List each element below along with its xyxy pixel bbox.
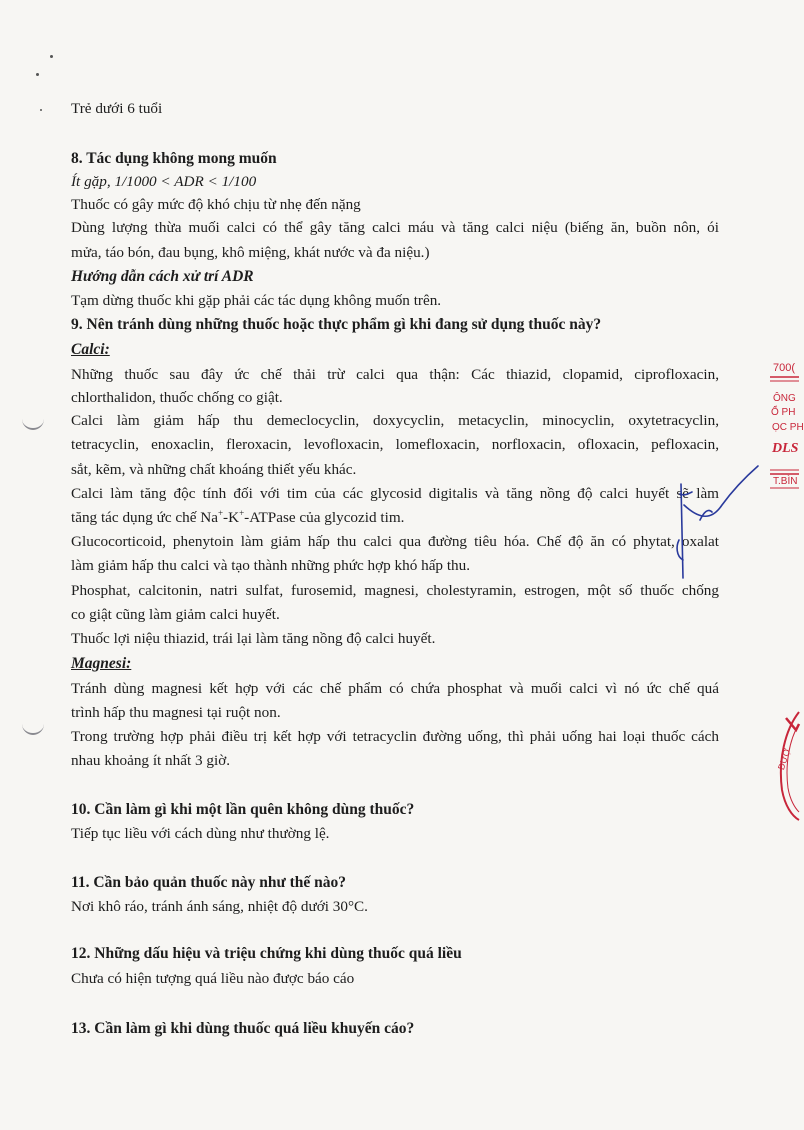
calci-subheading: Calci: xyxy=(71,341,110,358)
text-line: nhau khoảng ít nhất 3 giờ. xyxy=(71,752,231,769)
scan-speck xyxy=(40,109,42,111)
text-line: Glucocorticoid, phenytoin làm giảm hấp thu calci qua đường tiêu hóa. Chế độ ăn có phytat, oxalat xyxy=(71,533,719,550)
text-line: mửa, táo bón, đau bụng, khô miệng, khát nước và đa niệu.) xyxy=(71,244,430,261)
text-line: Chưa có hiện tượng quá liều nào được báo cáo xyxy=(71,970,355,987)
punch-hole-mark xyxy=(22,715,44,735)
section-8-heading: 8. Tác dụng không mong muốn xyxy=(71,150,277,167)
text-line: Tránh dùng magnesi kết hợp với các chế phẩm có chứa phosphat và muối calci vì nó ức chế quá xyxy=(71,680,719,697)
pen-signature xyxy=(677,466,758,578)
text-line: Trong trường hợp phải điều trị kết hợp với tetracyclin đường uống, thì phải uống hai loại thuốc cách xyxy=(71,728,719,745)
text-line: Calci làm giảm hấp thu demeclocyclin, doxycyclin, metacyclin, minocyclin, oxytetracyclin, xyxy=(71,412,719,429)
text-line: Trẻ dưới 6 tuổi xyxy=(71,100,163,117)
text-line: Thuốc lợi niệu thiazid, trái lại làm tăng nồng độ calci huyết. xyxy=(71,630,436,647)
punch-hole-mark xyxy=(22,410,44,430)
text-line: tăng tác dụng ức chế Na+-K+-ATPase của glycozid tim. xyxy=(71,508,405,526)
scan-speck xyxy=(50,55,53,58)
scan-speck xyxy=(36,73,39,76)
text-line: tetracyclin, enoxaclin, fleroxacin, levofloxacin, lomefloxacin, norfloxacin, ofloxacin, pefloxacin, xyxy=(71,436,719,453)
stamp-text: T.BÌN xyxy=(773,476,798,487)
text-line: Calci làm tăng độc tính đối với tim của các glycosid digitalis và tăng nồng độ calci huyết sẽ làm xyxy=(71,485,719,502)
stamp-text: Ổ PH xyxy=(771,407,796,418)
section-11-heading: 11. Cần bảo quản thuốc này như thế nào? xyxy=(71,874,347,891)
text-line: Thuốc có gây mức độ khó chịu từ nhẹ đến nặng xyxy=(71,196,361,213)
text-line: Tiếp tục liều với cách dùng như thường lệ. xyxy=(71,825,330,842)
section-10-heading: 10. Cần làm gì khi một lần quên không dùng thuốc? xyxy=(71,801,415,818)
text-line: Dùng lượng thừa muối calci có thể gây tăng calci máu và tăng calci niệu (biếng ăn, buồn nôn, ói xyxy=(71,219,719,236)
text-line: Nơi khô ráo, tránh ánh sáng, nhiệt độ dưới 30°C. xyxy=(71,898,368,915)
section-12-heading: 12. Những dấu hiệu và triệu chứng khi dùng thuốc quá liều xyxy=(71,945,462,962)
text-line: Phosphat, calcitonin, natri sulfat, furosemid, magnesi, cholestyramin, estrogen, một số thuốc chống xyxy=(71,582,719,599)
stamp-text: ÔNG xyxy=(773,393,796,404)
frequency-note: Ít gặp, 1/1000 < ADR < 1/100 xyxy=(71,173,257,190)
text-line: sắt, kẽm, và những chất khoáng thiết yếu khác. xyxy=(71,461,357,478)
stamp-text: DLS xyxy=(772,441,799,456)
magnesi-subheading: Magnesi: xyxy=(71,655,132,672)
text-line: Tạm dừng thuốc khi gặp phải các tác dụng không muốn trên. xyxy=(71,292,442,309)
text-line: Những thuốc sau đây ức chế thải trừ calci qua thận: Các thiazid, clopamid, ciprofloxacin, xyxy=(71,366,719,383)
adr-subheading: Hướng dẫn cách xử trí ADR xyxy=(71,268,254,285)
seal-text: ĐƯỢ xyxy=(776,747,793,772)
text-line: chlorthalidon, thuốc chống co giật. xyxy=(71,389,283,406)
text-line: trình hấp thu magnesi tại ruột non. xyxy=(71,704,281,721)
section-9-heading: 9. Nên tránh dùng những thuốc hoặc thực phẩm gì khi đang sử dụng thuốc này? xyxy=(71,316,602,333)
text-line: co giật cũng làm giảm calci huyết. xyxy=(71,606,280,623)
stamp-text: ỌC PH xyxy=(772,422,804,433)
section-13-heading: 13. Cần làm gì khi dùng thuốc quá liều khuyến cáo? xyxy=(71,1020,415,1037)
stamp-text: 700( xyxy=(773,362,796,374)
text-line: làm giảm hấp thu calci và tạo thành những phức hợp khó hấp thu. xyxy=(71,557,471,574)
